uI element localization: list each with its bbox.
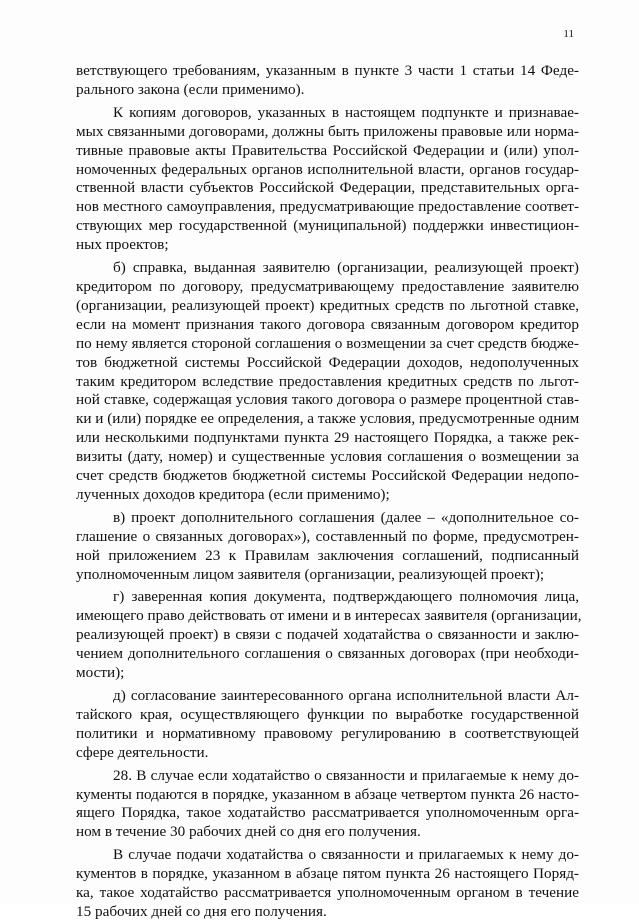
text-line: нов местного самоуправления, предусматривающие предоставление соответ- [76,198,579,216]
text-line: таким кредитором вследствие предоставления кредитных средств по льгот- [76,372,579,390]
paragraph-continuation [76,62,579,100]
text-line: д) согласование заинтересованного органа исполнительной власти Ал- [113,687,579,704]
paragraph-item-g [76,588,582,683]
text-line: ном в течение 30 рабочих дней со дня его получения. [76,823,421,841]
paragraph-copies-of-agreements [76,104,579,255]
text-line: мых связанными договорами, должны быть приложены правовые или норма- [76,122,579,140]
text-line: ной приложением 23 к Правилам заключения соглашений, подписанный [76,546,579,564]
text-line: К копиям договоров, указанных в настоящем подпункте и признавае- [113,103,579,121]
text-line: ственной власти субъектов Российской Федерации, представительных орга- [76,179,579,197]
text-line: ной ставке, содержащая условия такого договора о размере процентной став- [76,391,579,409]
text-line: ка, такое ходатайство рассматривается уполномоченным органом в течение [76,884,579,902]
text-line: в) проект дополнительного соглашения (далее – «дополнительное со- [113,508,579,526]
text-line: ствующих мер государственной (муниципальной) поддержки инвестицион- [76,217,579,235]
paragraph-item-b [76,259,579,505]
text-line: 15 рабочих дней со дня его получения. [76,902,327,920]
text-line: 28. В случае если ходатайство о связанности и прилагаемые к нему до- [113,766,579,784]
document-body [76,62,582,922]
text-line: рального закона (если применимо). [76,80,305,98]
text-line: ветствующего требованиям, указанным в пункте 3 части 1 статьи 14 Феде- [76,62,579,79]
text-line: г) заверенная копия документа, подтверждающего полномочия лица, [113,588,579,606]
text-line: уполномоченным лицом заявителя (организации, реализующей проект); [76,565,545,583]
text-line: реализующей проект) в связи с подачей ходатайства о связанности и заклю- [76,626,579,644]
text-line: по нему является стороной соглашения о возмещении за счет средств бюдже- [76,334,579,352]
paragraph-item-28-second [76,846,579,922]
text-line: кументов в порядке, указанном в абзаце пятом пункта 26 настоящего Поряд- [76,865,579,883]
text-line: если на момент признания такого договора связанным договором кредитор [76,315,579,333]
text-line: чением дополнительного соглашения о связанных договорах (при необходи- [76,645,579,663]
text-line: или несколькими подпунктами пункта 29 настоящего Порядка, а также рек- [76,429,579,447]
text-line: мости); [76,664,125,682]
text-line: (организации, реализующей проект) кредитных средств по льготной ставке, [76,296,579,314]
text-line: ных проектов; [76,236,169,254]
text-line: В случае подачи ходатайства о связанности и прилагаемых к нему до- [113,846,579,864]
text-line: ящего Порядка, такое ходатайство рассматривается уполномоченным орга- [76,804,579,822]
text-line: счет средств бюджетов бюджетной системы Российской Федерации недопо- [76,467,579,485]
text-line: б) справка, выданная заявителю (организации, реализующей проект) [113,259,579,277]
text-line: лученных доходов кредитора (если применимо); [76,485,390,503]
text-line: тивные правовые акты Правительства Российской Федерации и (или) упол- [76,141,579,159]
text-line: ки и (или) порядке ее определения, а также условия, предусмотренные одним [76,410,580,428]
paragraph-item-v [76,509,579,585]
text-line: имеющего право действовать от имени и в интересах заявителя (организации, [76,607,582,625]
text-line: политики и нормативному правовому регулированию в соответствующей [76,724,579,742]
text-line: визиты (дату, номер) и существенные условия соглашения о возмещении за [76,448,579,466]
paragraph-item-28 [76,767,579,843]
text-line: кументы подаются в порядке, указанном в абзаце четвертом пункта 26 насто- [76,785,579,803]
text-line: глашение о связанных договорах»), составленный по форме, предусмотрен- [76,527,579,545]
text-line: тайского края, осуществляющего функции по выработке государственной [76,705,579,723]
text-line: сфере деятельности. [76,743,209,761]
paragraph-item-d [76,687,579,763]
text-line: кредитором по договору, предусматривающему предоставление заявителю [76,277,579,295]
page-number: 11 [563,28,574,40]
text-line: тов бюджетной системы Российской Федерации доходов, недополученных [76,353,579,371]
text-line: номоченных федеральных органов исполнительной власти, органов государ- [76,160,579,178]
